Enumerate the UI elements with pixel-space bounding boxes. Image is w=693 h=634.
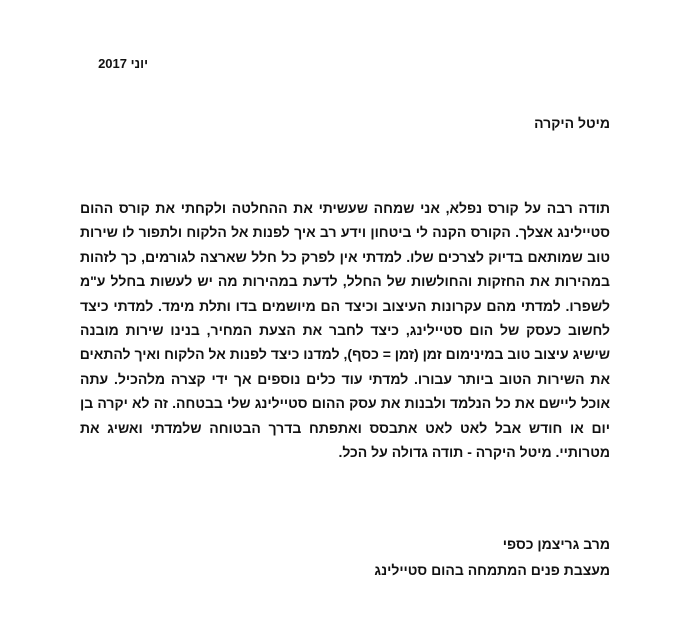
body-line: אוכל ליישם את כל הנלמד ולבנות את עסק ההום סטיילינג שלי בבטחה. זה לא יקרה בן bbox=[80, 395, 610, 412]
body-line: את השירות הטוב ביותר עבורו. למדתי עוד כלים נוספים אך ידי קצרה מלהכיל. עתה bbox=[80, 370, 610, 387]
body-line: יום או חודש אבל לאט לאט אתבסס ואתפתח בדרך הבטוחה שלמדתי ואשיג את bbox=[80, 419, 610, 436]
body-line: טוב שמותאם בדיוק לצרכים שלו. למדתי אין לפרק כל חלל שארצה לגורמים, כך לזהות bbox=[80, 248, 610, 265]
body-line: מטרותיי. מיטל היקרה - תודה גדולה על הכל. bbox=[338, 443, 610, 460]
body-line: לחשוב כעסק של הום סטיילינג, כיצד לחבר את הצעת המחיר, בנינו שירות מובנה bbox=[80, 321, 610, 338]
body-line: תודה רבה על קורס נפלא, אני שמחה שעשיתי את ההחלטה ולקחתי את קורס ההום bbox=[80, 200, 610, 216]
body-line: לשפרו. למדתי מהם עקרונות העיצוב וכיצד הם מיושמים בדו ותלת מימד. למדתי כיצד bbox=[80, 297, 610, 314]
letter-body bbox=[80, 196, 610, 464]
signature-title: מעצבת פנים המתמחה בהום סטיילינג bbox=[374, 562, 610, 578]
letter-salutation: מיטל היקרה bbox=[534, 115, 610, 131]
body-line: במהירות את החזקות והחולשות של החלל, לדעת במהירות מה יש לעשות בחלל ע"מ bbox=[80, 273, 610, 290]
body-line: שישיג עיצוב טוב במינימום זמן (זמן = כסף), למדנו כיצד לפנות אל הלקוח ואיך להתאים bbox=[79, 346, 610, 363]
signature-name: מרב גריצמן כספי bbox=[502, 536, 610, 552]
body-line: סטיילינג אצלך. הקורס הקנה לי ביטחון וידע רב איך לפנות אל הלקוח ולתפור לו שירות bbox=[80, 224, 610, 241]
signature-block bbox=[374, 531, 610, 583]
letter-date: יוני 2017 bbox=[98, 56, 148, 71]
